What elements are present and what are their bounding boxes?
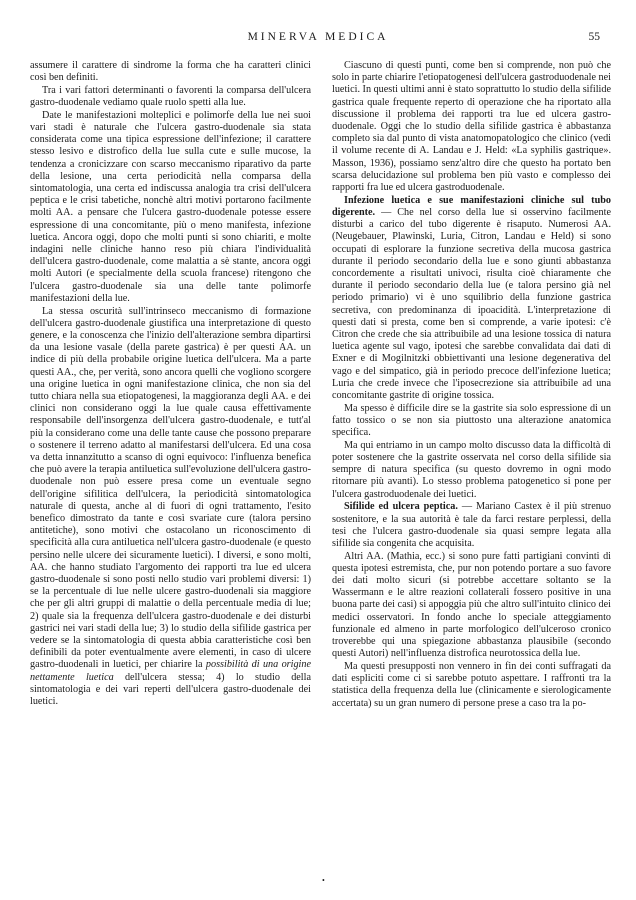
paragraph-text: — Che nel corso della lue si osservino facilmente disturbi a carico del tubo digerente è risaputo. Numerosi AA. (Neugebauer, Plawinski, Luria, Citron, Landau e Held) si sono occupati di esplorare la funzione secretiva della mucosa gastrica durante il periodo secondario della lue e sono giunti abbastanza concordemente a risultati univoci, risulta cioè chiaramente che durante il periodo secondario della lue (e talora persino già nel periodo primario) vi è uno squilibrio della funzione gastrica secretiva, con predominanza di ipoacidità. L'interpretazione di questi dati si presta, come ben si comprende, a varie ipotesi: c'è Citron che crede che sia attribuibile ad una lesione tossica di natura luetica agente sul vago, ipotesi che sarebbe convalidata dai dati di Exner e di Mogilnitzki obbiettivanti una lesione degenerativa del vago e del simpatico, già in periodo precoce dell'infezione luetica; Luria che crede invece che l'iposecrezione sia attribuibile ad una concomitante gastrite di origine tossica. <box>332 206 611 401</box>
paragraph <box>30 306 311 709</box>
footer-mark: • <box>322 876 325 885</box>
running-header <box>0 31 636 45</box>
paragraph: Ciascuno di questi punti, come ben si comprende, non può che solo in parte chiarire l'etiopatogenesi dell'ulcera gastroduodenale nei luetici. In questi ultimi anni è stato soprattutto lo studio della sifilide gastrica quale frequente reperto di operazione che ha riportato alla discussione il problema dei rapporti tra lue ed ulcera gastro-duodenale. Oggi che lo studio della sifilide gastrica è abbastanza completo sia dal punto di vista anatomopatologico che clinico (vedi il volume recente di A. Landau e J. Held: «La syphilis gastrique». Masson, 1936), possiamo senz'altro dire che questo ha portato ben scarsa delucidazione sul problema ben più vasto e complesso dei rapporti fra lue ed ulcera gastroduodenale. <box>332 60 611 194</box>
paragraph: Ma qui entriamo in un campo molto discusso data la difficoltà di poter sostenere che la gastrite osservata nel corso della sifilide sia sempre di natura specifica (su questo dovremo in ogni modo ritornare più avanti). Lo stesso problema patogenetico si pone per l'ulcera gastroduodenale dei luetici. <box>332 439 611 500</box>
italic-phrase: possibilità di una origine nettamente luetica <box>30 659 311 683</box>
section-heading: Sifilide ed ulcera peptica. <box>344 501 458 513</box>
paragraph: Ma spesso è difficile dire se la gastrite sia solo espressione di un fatto tossico o se non sia piuttosto una alterazione anatomica specifica. <box>332 402 611 439</box>
paragraph-text: La stessa oscurità sull'intrinseco meccanismo di formazione dell'ulcera gastro-duodenale giustifica una interpretazione di questo genere, e la conoscenza che l'inizio dell'alterazione sembra dipartirsi da una lesione vasale (della parete gastrica) è per questi AA. un indice di più della probabile origine luetica dell'ulcera. Ma a parte questi AA., che, per verità, sono ancora quelli che vogliono scorgere una origine luetica in ogni manifestazione clinica, che non sia del tutto chiara nella sua etiopatogenesi, la maggioranza degli AA. e dei clinici non considerano oggi la lue quale causa effettivamente responsabile dell'insorgenza dell'ulcera gastro-duodenale, e tutt'al più la considerano come una delle tante cause che possono preparare o sostenere il terreno adatto al manifestarsi dell'ulcera. Ed una cosa va detta innanzitutto a scanso di ogni equivoco: l'influenza benefica che può avere la terapia antiluetica sull'evoluzione dell'ulcera gastro-duodenale non può essere presa come un eventuale segno dell'origine sifilitica dell'ulcera, la periodicità sintomatologica naturale di questa, anche al di fuori di ogni trattamento, l'esito benefico dimostrato da tante e così svariate cure (talora persino antitetiche), sono motivi che ostacolano un riconoscimento di specificità alla cura antiluetica nell'ulcera gastro-duodenale (e questo persino nelle ulcere dei sicuramente luetici). I diversi, e sono molti, AA. che hanno studiato l'argomento dei rapporti tra lue ed ulcera gastro-duodenale si sono posti nello studio vari problemi diversi: 1) se la percentuale di lue nelle ulcere gastro-duodenali sia maggiore che per gli altri gruppi di malattie o della percentuale media di lue; 2) quale sia la frequenza dell'ulcera gastro-duodenale e dei disturbi gastrici nei vari stadi della lue; 3) lo studio della sifilide gastrica per vedere se la sintomatologia di questa abbia caratteristiche così ben definibili da poter eventualmente avere elementi, in caso di ulcere gastro-duodenali in luetici, per chiarire la <box>30 305 312 671</box>
paragraph <box>332 195 611 402</box>
left-column <box>30 60 311 708</box>
paragraph: Date le manifestazioni molteplici e polimorfe della lue nei suoi vari stadi è naturale che l'ulcera gastro-duodenale sia stata considerata come una tipica espressione dell'infezione; il carattere stesso lesivo e distrofico della lue sulla cute e sulle mucose, la tendenza a cronicizzare con scarso meccanismo riparativo da parte della lesione, una certa periodicità nella comparsa della sintomatologia, una certa ed indiscussa analogia tra crisi dell'ulcera peptica e le crisi tabetiche, nonchè altri motivi portarono facilmente molti AA. a pensare che l'ulcera gastro-duodenale potesse essere espressione di una concomitante, più o meno manifesta, infezione luetica. Ancora oggi, dopo che molti punti si sono chiariti, e molte indagini nelle cliniche hanno reso più chiara l'individualità dell'ulcera gastro-duodenale, come malattia a sè stante, ancora oggi molti Autori (e specialmente della scuola francese) ritengono che l'ulcera gastro-duodenale sia una delle tante polimorfe manifestazioni della lue. <box>30 109 311 304</box>
journal-title: MINERVA MEDICA <box>247 31 389 43</box>
paragraph: Tra i vari fattori determinanti o favorenti la comparsa dell'ulcera gastro-duodenale vediamo quale ruolo spetti alla lue. <box>30 84 311 109</box>
section-heading: Infezione luetica e sue manifestazioni cliniche sul tubo digerente. <box>332 194 611 218</box>
paragraph: assumere il carattere di sindrome la forma che ha caratteri clinici così ben definiti. <box>30 60 311 84</box>
paragraph-text: — Mariano Castex è il più strenuo sostenitore, e la sua autorità è tale da farci restare perplessi, della tesi che l'ulcera gastro-duodenale sia quasi sempre legata alla sifilide sia congenita che acquisita. <box>332 501 611 549</box>
paragraph: Ma questi presupposti non vennero in fin dei conti suffragati da dati espliciti come ci si sarebbe potuto aspettare. I raffronti tra la statistica della frequenza della lue (clinicamente e sierologicamente accertata) su un gran numero di persone prese a caso tra la po- <box>332 660 611 709</box>
paragraph <box>332 501 611 550</box>
paragraph: Altri AA. (Mathia, ecc.) si sono pure fatti partigiani convinti di questa ipotesi estremista, che, pur non potendo portare a suo favore dei dati molto sicuri (si potrebbe accettare soltanto se la Wassermann e le altre reazioni collaterali fossero positive in una buona parte dei casi) si appoggia più che altro sull'intuito clinico dei medici osservatori. In fondo anche lo speciale atteggiamento funzionale ed almeno in parte morfologico dell'ulceroso cronico troverebbe qui una spiegazione abbastanza plausibile (secondo questi Autori) nell'influenza distrofica neurotossica della lue. <box>332 550 611 660</box>
right-column <box>332 60 611 710</box>
paragraph-text: dell'ulcera stessa; 4) lo studio della sintomatologia e dei vari reperti dell'ulcera gastro-duodenale dei luetici. <box>30 671 311 708</box>
page-number: 55 <box>588 31 600 43</box>
